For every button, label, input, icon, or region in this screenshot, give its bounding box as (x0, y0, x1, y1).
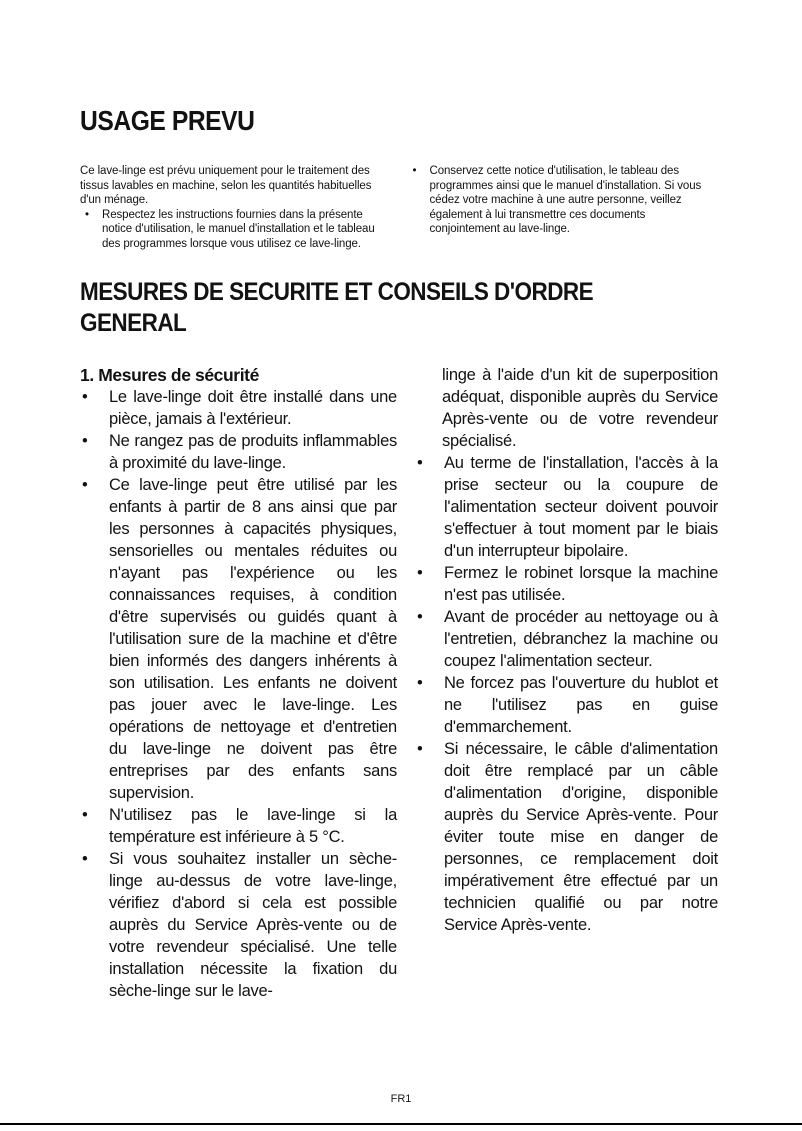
list-item (415, 452, 718, 562)
list-item-text: Ne forcez pas l'ouverture du hublot et ne l'utilisez pas en guise d'emmarchement. (444, 674, 718, 736)
bullet-icon: • (82, 432, 88, 450)
page-bottom-rule (0, 1123, 802, 1125)
safety-continuation-text: linge à l'aide d'un kit de superposition adéquat, disponible auprès du Service Après-vente ou de votre revendeur spécialisé. (442, 366, 718, 450)
list-item (415, 672, 718, 738)
usage-intro-paragraph: Ce lave-linge est prévu uniquement pour le traitement des tissus lavables en machine, selon les quantités habituelles d'un ménage. (80, 165, 372, 206)
safety-section (80, 364, 718, 1002)
list-item-text: Fermez le robinet lorsque la machine n'est pas utilisée. (444, 564, 718, 604)
safety-right-column (415, 364, 718, 1002)
safety-section-title: MESURES DE SECURITE ET CONSEILS D'ORDRE GENERAL (80, 278, 594, 337)
list-item (415, 562, 718, 606)
safety-subsection-title: 1. Mesures de sécurité (80, 365, 259, 385)
bullet-icon: • (417, 454, 423, 472)
list-item-text: Si nécessaire, le câble d'alimentation doit être remplacé par un câble d'alimentation d'origine, disponible auprès du Service Après-vente. Pour éviter toute mise en danger de personnes, ce remplacement doit impérativement être effectué par un technicien qualifié ou par notre Service Après-vente. (444, 740, 718, 934)
bullet-icon: • (82, 388, 88, 406)
bullet-icon: • (82, 850, 88, 868)
list-item (80, 848, 397, 1002)
list-item (80, 474, 397, 804)
bullet-icon: • (82, 806, 88, 824)
list-item-text: Au terme de l'installation, l'accès à la prise secteur ou la coupure de l'alimentation secteur doivent pouvoir s'effectuer à tout moment par le biais d'un interrupteur bipolaire. (444, 454, 718, 560)
usage-intro (80, 164, 718, 251)
safety-left-column (80, 364, 397, 1002)
list-item-text: Ce lave-linge peut être utilisé par les enfants à partir de 8 ans ainsi que par les personnes à capacités physiques, sensorielles ou mentales réduites ou n'ayant pas l'expérience ou les connaissances requises, à condition d'être supervisés ou guidés quant à l'utilisation sure de la machine et d'être bien informés des dangers inhérents à son utilisation. Les enfants ne doivent pas jouer avec le lave-linge. Les opérations de nettoyage et d'entretien du lave-linge ne doivent pas être entreprises par des enfants sans supervision. (109, 476, 397, 802)
list-item-text: Conservez cette notice d'utilisation, le tableau des programmes ainsi que le manuel d'installation. Si vous cédez votre machine à une autre personne, veillez également à lui transmettre ces documents conjointement au lave-linge. (429, 165, 702, 235)
list-item-text: Si vous souhaitez installer un sèche-linge au-dessus de votre lave-linge, vérifiez d'abord si cela est possible auprès du Service Après-vente ou de votre revendeur spécialisé. Une telle installation nécessite la fixation du sèche-linge sur le lave- (109, 850, 397, 1000)
list-item-text: Ne rangez pas de produits inflammables à proximité du lave-linge. (109, 432, 397, 472)
list-item (80, 208, 386, 252)
page-content (80, 0, 718, 1002)
list-item-text: N'utilisez pas le lave-linge si la température est inférieure à 5 °C. (109, 806, 397, 846)
bullet-icon: • (417, 674, 423, 692)
usage-intro-right-column (413, 164, 719, 251)
list-item (413, 164, 719, 237)
list-item-text: Avant de procéder au nettoyage ou à l'entretien, débranchez la machine ou coupez l'alimentation secteur. (444, 608, 718, 670)
list-item (80, 804, 397, 848)
list-item-text: Respectez les instructions fournies dans la présente notice d'utilisation, le manuel d'installation et le tableau des programmes lorsque vous utilisez ce lave-linge. (102, 208, 375, 250)
list-item (415, 738, 718, 936)
list-item (415, 606, 718, 672)
usage-section-title: USAGE PREVU (80, 105, 255, 136)
bullet-icon: • (417, 564, 423, 582)
bullet-icon: • (417, 740, 423, 758)
usage-intro-left-column (80, 164, 386, 251)
bullet-icon: • (412, 165, 417, 177)
list-item-text: Le lave-linge doit être installé dans une pièce, jamais à l'extérieur. (109, 388, 397, 428)
bullet-icon: • (85, 208, 89, 221)
list-item (80, 430, 397, 474)
page-number: FR1 (390, 1093, 412, 1105)
bullet-icon: • (417, 608, 423, 626)
bullet-icon: • (82, 476, 88, 494)
list-item (80, 386, 397, 430)
